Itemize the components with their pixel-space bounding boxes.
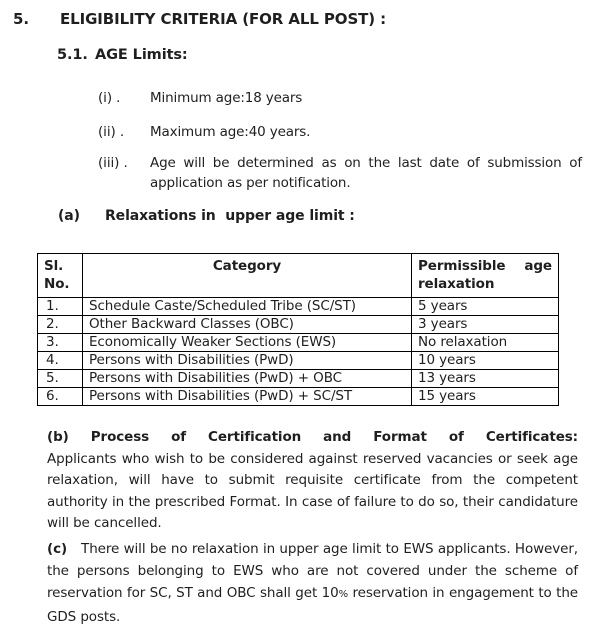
cell-sl-no: 2. [38, 316, 83, 334]
para-certification-titleline [47, 427, 578, 449]
table-header-sl-no: Sl. No. [38, 254, 83, 298]
section-title: ELIGIBILITY CRITERIA (FOR ALL POST) : [60, 10, 387, 28]
cell-sl-no: 5. [38, 370, 83, 388]
table-header-relaxation: Permissible age relaxation [412, 254, 559, 298]
cell-sl-no: 1. [38, 298, 83, 316]
para-ews-body-2: reservation in engagement to the GDS posts. [47, 584, 578, 625]
table-row [38, 388, 559, 406]
para-certification [47, 427, 578, 535]
table-row [38, 352, 559, 370]
age-item-marker: (i) . [98, 90, 121, 106]
relaxation-heading-label: (a) [58, 208, 80, 224]
cell-category: Persons with Disabilities (PwD) [83, 352, 412, 370]
cell-category: Other Backward Classes (OBC) [83, 316, 412, 334]
cell-relaxation: 10 years [412, 352, 559, 370]
cell-relaxation: 13 years [412, 370, 559, 388]
relaxation-heading [0, 207, 601, 225]
age-item-maximum [0, 122, 601, 142]
cell-category: Schedule Caste/Scheduled Tribe (SC/ST) [83, 298, 412, 316]
percent-sign: % [338, 588, 349, 600]
para-ews-body-1: There will be no relaxation in upper age limit to EWS applicants. However, the persons belonging to EWS who are not covered under the scheme of reservation for SC, ST and OBC shall get 10 [47, 540, 578, 601]
cell-sl-no: 3. [38, 334, 83, 352]
cell-sl-no: 4. [38, 352, 83, 370]
para-certification-title: Process of Certification and Format of Certificates: [90, 429, 578, 445]
age-item-minimum [0, 88, 601, 108]
cell-relaxation: No relaxation [412, 334, 559, 352]
para-certification-body: Applicants who wish to be considered against reserved vacancies or seek age relaxation, will have to submit requisite certificate from the competent authority in the prescribed Format. In case of failure to do so, their candidature will be cancelled. [47, 450, 578, 531]
table-header-category: Category [83, 254, 412, 298]
age-item-determination [0, 153, 601, 193]
section-heading [0, 10, 601, 28]
cell-sl-no: 6. [38, 388, 83, 406]
cell-category: Persons with Disabilities (PwD) + SC/ST [83, 388, 412, 406]
age-item-text: Minimum age:18 years [150, 90, 303, 106]
age-item-text: Maximum age:40 years. [150, 124, 311, 140]
age-relaxation-table [37, 253, 559, 406]
cell-relaxation: 3 years [412, 316, 559, 334]
cell-category: Persons with Disabilities (PwD) + OBC [83, 370, 412, 388]
subsection-number: 5.1. [57, 47, 88, 63]
para-ews-label: (c) [47, 540, 68, 557]
table-row [38, 298, 559, 316]
age-item-marker: (ii) . [98, 124, 125, 140]
cell-relaxation: 5 years [412, 298, 559, 316]
table-row [38, 370, 559, 388]
section-number: 5. [13, 10, 29, 28]
age-item-text: Age will be determined as on the last date of submission of application as per notification. [150, 155, 582, 191]
age-item-marker: (iii) . [98, 155, 128, 171]
subsection-heading [0, 46, 601, 64]
cell-category: Economically Weaker Sections (EWS) [83, 334, 412, 352]
para-certification-label: (b) [47, 429, 69, 445]
cell-relaxation: 15 years [412, 388, 559, 406]
table-header-row [38, 254, 559, 298]
relaxation-heading-title: Relaxations in upper age limit : [105, 208, 355, 224]
table-row [38, 316, 559, 334]
subsection-title: AGE Limits: [95, 47, 188, 63]
para-ews [47, 538, 578, 628]
table-row [38, 334, 559, 352]
